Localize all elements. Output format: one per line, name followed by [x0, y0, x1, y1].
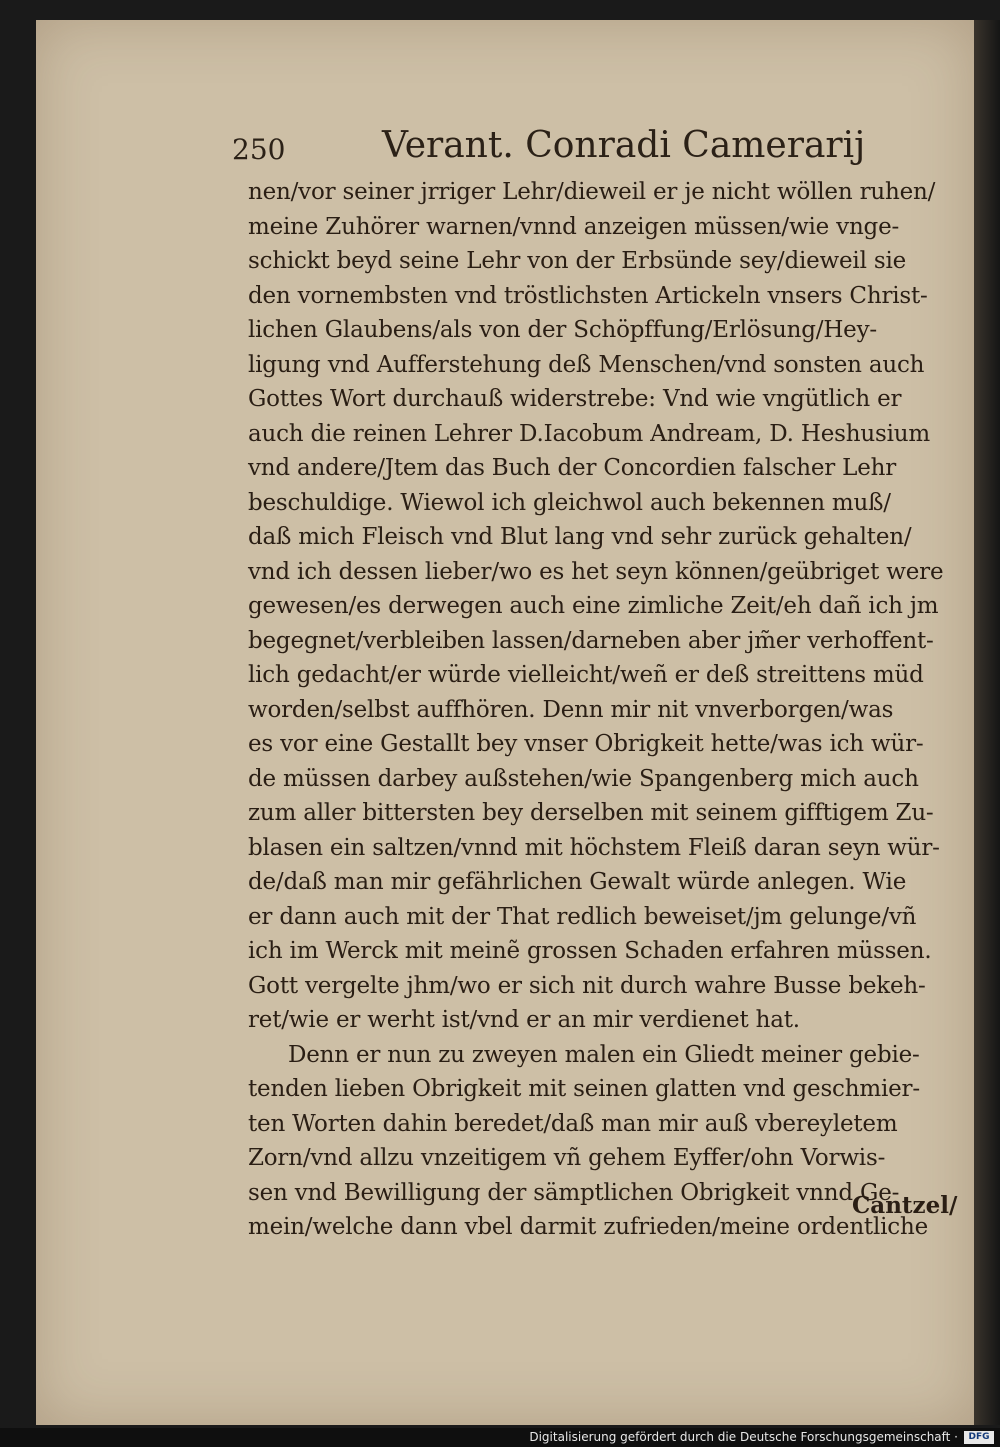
text-line: schickt beyd seine Lehr von der Erbsünde sey/dieweil sie: [248, 248, 907, 274]
text-line: sen vnd Bewilligung der sämptlichen Obrigkeit vnnd Ge-: [248, 1179, 900, 1206]
body-text: [248, 175, 960, 1245]
catchword: Cantzel/: [852, 1192, 958, 1219]
text-line: vnd ich dessen lieber/wo es het seyn können/geübriget were: [248, 558, 944, 585]
text-line: worden/selbst auffhören. Denn mir nit vnverborgen/was: [248, 696, 894, 723]
text-line: auch die reinen Lehrer D.Iacobum Andream, D. Heshusium: [248, 420, 930, 447]
running-head: Verant. Conradi Camerarij: [382, 125, 866, 166]
text-line: den vornembsten vnd tröstlichsten Artickeln vnsers Christ-: [248, 282, 928, 309]
text-line: de/daß man mir gefährlichen Gewalt würde anlegen. Wie: [248, 869, 907, 895]
text-line: nen/vor seiner jrriger Lehr/dieweil er je nicht wöllen ruhen/: [248, 179, 936, 205]
page-edge: [974, 20, 1000, 1425]
text-line: ich im Werck mit meinẽ grossen Schaden erfahren müssen.: [248, 938, 932, 964]
funding-credit: Digitalisierung gefördert durch die Deutsche Forschungsgemeinschaft ·: [529, 1430, 958, 1444]
text-line: Gottes Wort durchauß widerstrebe: Vnd wie vngütlich er: [248, 386, 902, 412]
text-line: lichen Glaubens/als von der Schöpffung/Erlösung/Hey-: [248, 317, 877, 343]
text-line: blasen ein saltzen/vnnd mit höchstem Fleiß daran seyn wür-: [248, 834, 940, 861]
text-line: er dann auch mit der That redlich beweiset/jm gelunge/vñ: [248, 903, 917, 930]
dfg-logo: DFG: [964, 1431, 994, 1444]
text-line: begegnet/verbleiben lassen/darneben aber jm̃er verhoffent-: [248, 627, 934, 654]
text-line: ten Worten dahin beredet/daß man mir auß vbereyletem: [248, 1110, 898, 1137]
text-line: daß mich Fleisch vnd Blut lang vnd sehr zurück gehalten/: [248, 524, 912, 550]
page-header: [232, 125, 952, 177]
text-line: Zorn/vnd allzu vnzeitigem vñ gehem Eyffer/ohn Vorwis-: [248, 1145, 886, 1171]
text-line: mein/welche dann vbel darmit zufrieden/meine ordentliche: [248, 1214, 928, 1240]
text-line: es vor eine Gestallt bey vnser Obrigkeit hette/was ich wür-: [248, 731, 924, 757]
text-line: ligung vnd Aufferstehung deß Menschen/vnd sonsten auch: [248, 351, 925, 378]
text-line: Denn er nun zu zweyen malen ein Gliedt meiner gebie-: [288, 1041, 920, 1068]
page-number: 250: [232, 133, 286, 166]
text-line: lich gedacht/er würde vielleicht/weñ er deß streittens müd: [248, 662, 924, 688]
text-line: vnd andere/Jtem das Buch der Concordien falscher Lehr: [248, 455, 897, 481]
text-line: meine Zuhörer warnen/vnnd anzeigen müssen/wie vnge-: [248, 213, 900, 240]
text-line: tenden lieben Obrigkeit mit seinen glatten vnd geschmier-: [248, 1076, 920, 1102]
text-line: beschuldige. Wiewol ich gleichwol auch bekennen muß/: [248, 489, 891, 516]
text-line: Gott vergelte jhm/wo er sich nit durch wahre Busse bekeh-: [248, 972, 926, 999]
text-line: zum aller bittersten bey derselben mit seinem gifftigem Zu-: [248, 800, 934, 826]
text-line: de müssen darbey außstehen/wie Spangenberg mich auch: [248, 765, 919, 792]
footer-bar: [0, 1428, 1000, 1447]
text-line: gewesen/es derwegen auch eine zimliche Zeit/eh dañ ich jm: [248, 593, 939, 619]
text-line: ret/wie er werht ist/vnd er an mir verdienet hat.: [248, 1007, 800, 1033]
